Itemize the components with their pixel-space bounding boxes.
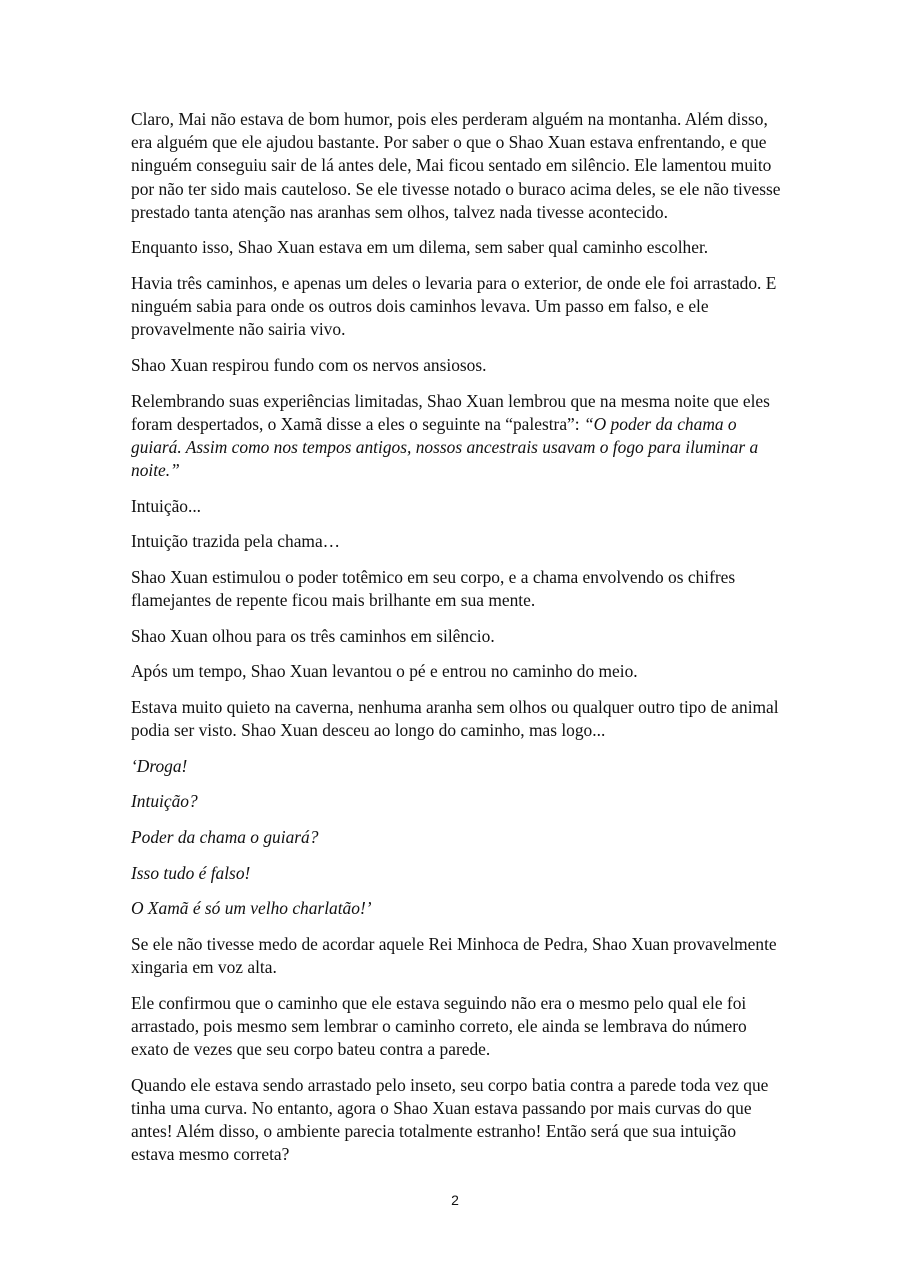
thought-charlatan: O Xamã é só um velho charlatão!’ (131, 898, 372, 919)
document-page (131, 108, 783, 1179)
paragraph-intuition-flame: Intuição trazida pela chama… (131, 531, 341, 552)
paragraph-mai-mood: Claro, Mai não estava de bom humor, pois eles perderam alguém na montanha. Além disso, era alguém que ele ajudou bastante. Por saber o que o Shao Xuan estava enfrentando, e que ninguém conseguiu sair de lá antes dele, Mai ficou sentado em silêncio. Ele lamentou muito por não ter sido mais cauteloso. Se ele tivesse notado o buraco acima deles, se ele não tivesse prestado tanta atenção nas aranhas sem olhos, talvez nada tivesse acontecido. (131, 109, 781, 222)
thought-flame-power: Poder da chama o guiará? (131, 826, 319, 847)
thought-damn: ‘Droga! (131, 755, 188, 776)
paragraph-confirmed: Ele confirmou que o caminho que ele estava seguindo não era o mesmo pelo qual ele foi arrastado, pois mesmo sem lembrar o caminho correto, ele ainda se lembrava do número exato de vezes que seu corpo bateu contra a parede. (131, 992, 747, 1059)
paragraph-dragged: Quando ele estava sendo arrastado pelo inseto, seu corpo batia contra a parede toda vez que tinha uma curva. No entanto, agora o Shao Xuan estava passando por mais curvas do que antes! Além disso, o ambiente parecia totalmente estranho! Então será que sua intuição estava mesmo correta? (131, 1074, 769, 1165)
paragraph-totem-power: Shao Xuan estimulou o poder totêmico em seu corpo, e a chama envolvendo os chifres flamejantes de repente ficou mais brilhante em sua mente. (131, 566, 736, 611)
paragraph-looked-paths: Shao Xuan olhou para os três caminhos em silêncio. (131, 625, 495, 646)
page-number: 2 (451, 1192, 459, 1208)
paragraph-curse: Se ele não tivesse medo de acordar aquele Rei Minhoca de Pedra, Shao Xuan provavelmente xingaria em voz alta. (131, 933, 777, 977)
paragraph-middle-path: Após um tempo, Shao Xuan levantou o pé e entrou no caminho do meio. (131, 661, 638, 682)
paragraph-intuition: Intuição... (131, 495, 202, 516)
paragraph-quiet-cave: Estava muito quieto na caverna, nenhuma aranha sem olhos ou qualquer outro tipo de animal podia ser visto. Shao Xuan desceu ao longo do caminho, mas logo... (131, 696, 779, 741)
shaman-quote: “O poder da chama o guiará. Assim como nos tempos antigos, nossos ancestrais usavam o fogo para iluminar a noite.” (131, 413, 759, 481)
paragraph-remembering (131, 390, 783, 483)
paragraph-deep-breath: Shao Xuan respirou fundo com os nervos ansiosos. (131, 355, 487, 375)
paragraph-three-paths: Havia três caminhos, e apenas um deles o levaria para o exterior, de onde ele foi arrastado. E ninguém sabia para onde os outros dois caminhos levava. Um passo em falso, e ele provavelmente não sairia vivo. (131, 273, 777, 340)
paragraph-dilemma: Enquanto isso, Shao Xuan estava em um dilema, sem saber qual caminho escolher. (131, 237, 709, 258)
paragraph-remembering-text: Relembrando suas experiências limitadas, Shao Xuan lembrou que na mesma noite que eles foram despertados, o Xamã disse a eles o seguinte na “palestra”: (131, 390, 770, 434)
thought-all-false: Isso tudo é falso! (131, 862, 251, 883)
thought-intuition: Intuição? (131, 791, 198, 812)
